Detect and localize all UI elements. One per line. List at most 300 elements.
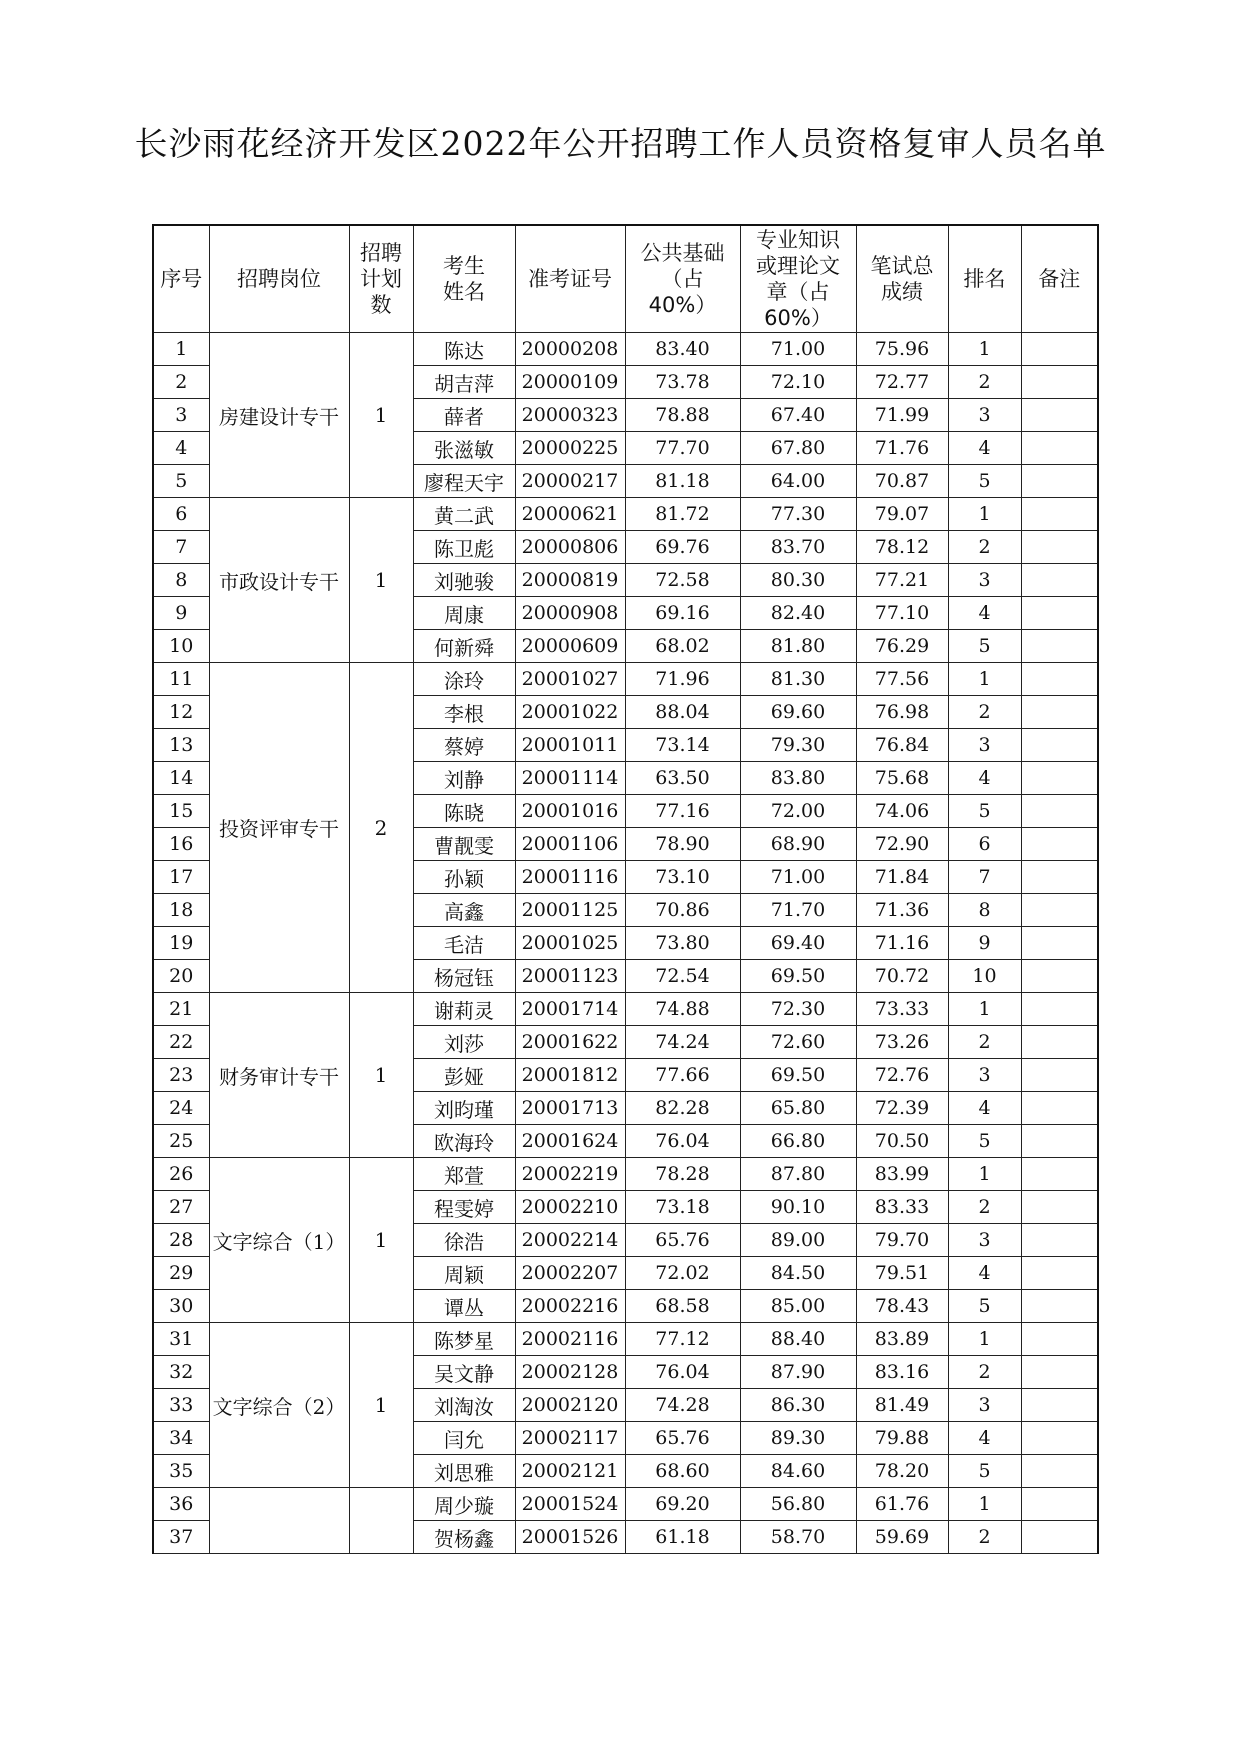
cell-total: 74.06 bbox=[856, 795, 948, 828]
cell-total: 78.12 bbox=[856, 531, 948, 564]
cell-public: 63.50 bbox=[625, 762, 740, 795]
cell-public: 72.02 bbox=[625, 1257, 740, 1290]
cell-ticket: 20000806 bbox=[515, 531, 625, 564]
cell-plan: 1 bbox=[349, 1158, 413, 1323]
table-header-row bbox=[153, 225, 1098, 333]
cell-index: 23 bbox=[153, 1059, 209, 1092]
cell-index: 8 bbox=[153, 564, 209, 597]
cell-ticket: 20001025 bbox=[515, 927, 625, 960]
cell-total: 76.98 bbox=[856, 696, 948, 729]
cell-professional: 72.00 bbox=[740, 795, 856, 828]
cell-post bbox=[209, 1488, 349, 1554]
cell-name: 陈卫彪 bbox=[413, 531, 515, 564]
cell-remark bbox=[1021, 333, 1098, 366]
table-row bbox=[153, 993, 1098, 1026]
cell-rank: 8 bbox=[948, 894, 1021, 927]
cell-rank: 5 bbox=[948, 1290, 1021, 1323]
cell-name: 谭丛 bbox=[413, 1290, 515, 1323]
cell-public: 73.78 bbox=[625, 366, 740, 399]
cell-public: 69.16 bbox=[625, 597, 740, 630]
cell-name: 吴文静 bbox=[413, 1356, 515, 1389]
cell-name: 刘莎 bbox=[413, 1026, 515, 1059]
cell-rank: 2 bbox=[948, 696, 1021, 729]
cell-ticket: 20000208 bbox=[515, 333, 625, 366]
cell-name: 杨冠钰 bbox=[413, 960, 515, 993]
cell-total: 77.56 bbox=[856, 663, 948, 696]
cell-name: 张滋敏 bbox=[413, 432, 515, 465]
cell-remark bbox=[1021, 696, 1098, 729]
cell-total: 83.89 bbox=[856, 1323, 948, 1356]
cell-professional: 69.50 bbox=[740, 960, 856, 993]
cell-ticket: 20002120 bbox=[515, 1389, 625, 1422]
cell-professional: 67.40 bbox=[740, 399, 856, 432]
cell-remark bbox=[1021, 630, 1098, 663]
cell-professional: 81.30 bbox=[740, 663, 856, 696]
header-name: 考生姓名 bbox=[413, 225, 515, 333]
cell-professional: 87.80 bbox=[740, 1158, 856, 1191]
cell-rank: 5 bbox=[948, 1455, 1021, 1488]
cell-public: 72.58 bbox=[625, 564, 740, 597]
cell-rank: 1 bbox=[948, 333, 1021, 366]
cell-ticket: 20000109 bbox=[515, 366, 625, 399]
cell-index: 18 bbox=[153, 894, 209, 927]
header-public: 公共基础（占40%） bbox=[625, 225, 740, 333]
cell-remark bbox=[1021, 597, 1098, 630]
cell-index: 27 bbox=[153, 1191, 209, 1224]
cell-ticket: 20001524 bbox=[515, 1488, 625, 1521]
cell-professional: 90.10 bbox=[740, 1191, 856, 1224]
cell-total: 72.77 bbox=[856, 366, 948, 399]
cell-public: 68.02 bbox=[625, 630, 740, 663]
header-total: 笔试总成绩 bbox=[856, 225, 948, 333]
cell-remark bbox=[1021, 1191, 1098, 1224]
cell-remark bbox=[1021, 1290, 1098, 1323]
cell-name: 刘昀瑾 bbox=[413, 1092, 515, 1125]
cell-index: 4 bbox=[153, 432, 209, 465]
cell-remark bbox=[1021, 663, 1098, 696]
cell-name: 闫允 bbox=[413, 1422, 515, 1455]
cell-total: 79.51 bbox=[856, 1257, 948, 1290]
cell-index: 2 bbox=[153, 366, 209, 399]
cell-name: 刘静 bbox=[413, 762, 515, 795]
cell-professional: 64.00 bbox=[740, 465, 856, 498]
cell-total: 77.10 bbox=[856, 597, 948, 630]
cell-total: 79.88 bbox=[856, 1422, 948, 1455]
cell-public: 68.60 bbox=[625, 1455, 740, 1488]
cell-post: 市政设计专干 bbox=[209, 498, 349, 663]
cell-ticket: 20001011 bbox=[515, 729, 625, 762]
cell-remark bbox=[1021, 894, 1098, 927]
cell-plan: 1 bbox=[349, 993, 413, 1158]
cell-remark bbox=[1021, 795, 1098, 828]
cell-rank: 7 bbox=[948, 861, 1021, 894]
cell-professional: 72.10 bbox=[740, 366, 856, 399]
header-remark: 备注 bbox=[1021, 225, 1098, 333]
cell-total: 78.43 bbox=[856, 1290, 948, 1323]
cell-remark bbox=[1021, 1323, 1098, 1356]
cell-index: 11 bbox=[153, 663, 209, 696]
cell-rank: 1 bbox=[948, 1158, 1021, 1191]
candidate-table bbox=[152, 224, 1099, 1554]
cell-total: 75.68 bbox=[856, 762, 948, 795]
cell-ticket: 20001116 bbox=[515, 861, 625, 894]
cell-plan: 1 bbox=[349, 1323, 413, 1488]
cell-public: 81.72 bbox=[625, 498, 740, 531]
cell-professional: 67.80 bbox=[740, 432, 856, 465]
cell-total: 70.72 bbox=[856, 960, 948, 993]
cell-ticket: 20001714 bbox=[515, 993, 625, 1026]
cell-total: 76.29 bbox=[856, 630, 948, 663]
cell-rank: 1 bbox=[948, 1323, 1021, 1356]
cell-index: 21 bbox=[153, 993, 209, 1026]
cell-remark bbox=[1021, 1389, 1098, 1422]
cell-rank: 5 bbox=[948, 630, 1021, 663]
cell-index: 29 bbox=[153, 1257, 209, 1290]
cell-name: 贺杨鑫 bbox=[413, 1521, 515, 1554]
cell-post: 文字综合（2） bbox=[209, 1323, 349, 1488]
header-plan: 招聘计划数 bbox=[349, 225, 413, 333]
cell-rank: 1 bbox=[948, 993, 1021, 1026]
cell-post: 投资评审专干 bbox=[209, 663, 349, 993]
cell-public: 68.58 bbox=[625, 1290, 740, 1323]
cell-total: 70.50 bbox=[856, 1125, 948, 1158]
cell-professional: 87.90 bbox=[740, 1356, 856, 1389]
cell-rank: 3 bbox=[948, 1224, 1021, 1257]
cell-name: 周少璇 bbox=[413, 1488, 515, 1521]
cell-index: 6 bbox=[153, 498, 209, 531]
table-row bbox=[153, 498, 1098, 531]
cell-rank: 3 bbox=[948, 1389, 1021, 1422]
cell-professional: 68.90 bbox=[740, 828, 856, 861]
cell-public: 77.16 bbox=[625, 795, 740, 828]
cell-index: 25 bbox=[153, 1125, 209, 1158]
cell-ticket: 20000621 bbox=[515, 498, 625, 531]
cell-ticket: 20001526 bbox=[515, 1521, 625, 1554]
cell-professional: 83.70 bbox=[740, 531, 856, 564]
cell-remark bbox=[1021, 1158, 1098, 1191]
cell-ticket: 20001027 bbox=[515, 663, 625, 696]
cell-rank: 1 bbox=[948, 498, 1021, 531]
cell-total: 77.21 bbox=[856, 564, 948, 597]
cell-public: 74.28 bbox=[625, 1389, 740, 1422]
cell-total: 76.84 bbox=[856, 729, 948, 762]
cell-professional: 84.50 bbox=[740, 1257, 856, 1290]
cell-rank: 2 bbox=[948, 1191, 1021, 1224]
cell-total: 79.07 bbox=[856, 498, 948, 531]
cell-plan: 1 bbox=[349, 333, 413, 498]
cell-name: 黄二武 bbox=[413, 498, 515, 531]
cell-public: 88.04 bbox=[625, 696, 740, 729]
cell-public: 74.24 bbox=[625, 1026, 740, 1059]
cell-public: 78.88 bbox=[625, 399, 740, 432]
cell-ticket: 20000908 bbox=[515, 597, 625, 630]
cell-remark bbox=[1021, 498, 1098, 531]
cell-total: 71.36 bbox=[856, 894, 948, 927]
cell-rank: 4 bbox=[948, 1422, 1021, 1455]
cell-rank: 4 bbox=[948, 597, 1021, 630]
cell-name: 欧海玲 bbox=[413, 1125, 515, 1158]
cell-ticket: 20001624 bbox=[515, 1125, 625, 1158]
cell-public: 73.80 bbox=[625, 927, 740, 960]
cell-professional: 69.50 bbox=[740, 1059, 856, 1092]
cell-index: 20 bbox=[153, 960, 209, 993]
cell-index: 10 bbox=[153, 630, 209, 663]
cell-remark bbox=[1021, 399, 1098, 432]
cell-index: 36 bbox=[153, 1488, 209, 1521]
cell-professional: 85.00 bbox=[740, 1290, 856, 1323]
cell-ticket: 20002216 bbox=[515, 1290, 625, 1323]
cell-index: 3 bbox=[153, 399, 209, 432]
cell-name: 高鑫 bbox=[413, 894, 515, 927]
cell-index: 34 bbox=[153, 1422, 209, 1455]
cell-professional: 72.30 bbox=[740, 993, 856, 1026]
cell-public: 77.70 bbox=[625, 432, 740, 465]
cell-professional: 65.80 bbox=[740, 1092, 856, 1125]
cell-professional: 80.30 bbox=[740, 564, 856, 597]
cell-remark bbox=[1021, 1356, 1098, 1389]
cell-rank: 2 bbox=[948, 1356, 1021, 1389]
cell-rank: 10 bbox=[948, 960, 1021, 993]
cell-ticket: 20002128 bbox=[515, 1356, 625, 1389]
cell-index: 13 bbox=[153, 729, 209, 762]
cell-professional: 69.60 bbox=[740, 696, 856, 729]
cell-ticket: 20000217 bbox=[515, 465, 625, 498]
cell-rank: 3 bbox=[948, 399, 1021, 432]
cell-ticket: 20002210 bbox=[515, 1191, 625, 1224]
cell-name: 蔡婷 bbox=[413, 729, 515, 762]
cell-public: 69.20 bbox=[625, 1488, 740, 1521]
cell-public: 61.18 bbox=[625, 1521, 740, 1554]
cell-professional: 89.00 bbox=[740, 1224, 856, 1257]
table-body bbox=[153, 333, 1098, 1554]
cell-remark bbox=[1021, 1125, 1098, 1158]
cell-index: 30 bbox=[153, 1290, 209, 1323]
cell-rank: 3 bbox=[948, 1059, 1021, 1092]
cell-professional: 58.70 bbox=[740, 1521, 856, 1554]
cell-professional: 71.70 bbox=[740, 894, 856, 927]
cell-public: 70.86 bbox=[625, 894, 740, 927]
cell-index: 28 bbox=[153, 1224, 209, 1257]
cell-rank: 1 bbox=[948, 1488, 1021, 1521]
cell-rank: 2 bbox=[948, 366, 1021, 399]
cell-name: 毛洁 bbox=[413, 927, 515, 960]
table-row bbox=[153, 1488, 1098, 1521]
cell-total: 83.99 bbox=[856, 1158, 948, 1191]
cell-rank: 5 bbox=[948, 1125, 1021, 1158]
cell-index: 19 bbox=[153, 927, 209, 960]
cell-public: 71.96 bbox=[625, 663, 740, 696]
cell-index: 35 bbox=[153, 1455, 209, 1488]
cell-public: 74.88 bbox=[625, 993, 740, 1026]
cell-name: 廖程天宇 bbox=[413, 465, 515, 498]
cell-professional: 81.80 bbox=[740, 630, 856, 663]
cell-ticket: 20000323 bbox=[515, 399, 625, 432]
cell-index: 32 bbox=[153, 1356, 209, 1389]
cell-rank: 4 bbox=[948, 432, 1021, 465]
cell-professional: 88.40 bbox=[740, 1323, 856, 1356]
cell-professional: 77.30 bbox=[740, 498, 856, 531]
cell-public: 77.66 bbox=[625, 1059, 740, 1092]
cell-ticket: 20001016 bbox=[515, 795, 625, 828]
cell-public: 82.28 bbox=[625, 1092, 740, 1125]
cell-public: 77.12 bbox=[625, 1323, 740, 1356]
table-row bbox=[153, 1323, 1098, 1356]
cell-name: 陈梦星 bbox=[413, 1323, 515, 1356]
cell-index: 12 bbox=[153, 696, 209, 729]
cell-remark bbox=[1021, 762, 1098, 795]
cell-remark bbox=[1021, 1257, 1098, 1290]
cell-plan bbox=[349, 1488, 413, 1554]
cell-total: 83.33 bbox=[856, 1191, 948, 1224]
cell-total: 71.84 bbox=[856, 861, 948, 894]
cell-professional: 72.60 bbox=[740, 1026, 856, 1059]
cell-index: 9 bbox=[153, 597, 209, 630]
cell-rank: 3 bbox=[948, 564, 1021, 597]
cell-professional: 71.00 bbox=[740, 861, 856, 894]
cell-public: 65.76 bbox=[625, 1422, 740, 1455]
cell-public: 73.10 bbox=[625, 861, 740, 894]
cell-index: 17 bbox=[153, 861, 209, 894]
cell-plan: 2 bbox=[349, 663, 413, 993]
cell-rank: 4 bbox=[948, 762, 1021, 795]
cell-index: 37 bbox=[153, 1521, 209, 1554]
cell-rank: 4 bbox=[948, 1092, 1021, 1125]
cell-remark bbox=[1021, 564, 1098, 597]
cell-ticket: 20002214 bbox=[515, 1224, 625, 1257]
cell-remark bbox=[1021, 960, 1098, 993]
cell-ticket: 20001106 bbox=[515, 828, 625, 861]
cell-professional: 69.40 bbox=[740, 927, 856, 960]
cell-professional: 84.60 bbox=[740, 1455, 856, 1488]
cell-name: 周颖 bbox=[413, 1257, 515, 1290]
cell-professional: 89.30 bbox=[740, 1422, 856, 1455]
cell-name: 程雯婷 bbox=[413, 1191, 515, 1224]
cell-index: 26 bbox=[153, 1158, 209, 1191]
cell-remark bbox=[1021, 1488, 1098, 1521]
cell-ticket: 20002117 bbox=[515, 1422, 625, 1455]
page-title: 长沙雨花经济开发区2022年公开招聘工作人员资格复审人员名单 bbox=[134, 124, 1107, 163]
cell-public: 78.90 bbox=[625, 828, 740, 861]
cell-public: 81.18 bbox=[625, 465, 740, 498]
cell-total: 71.16 bbox=[856, 927, 948, 960]
cell-public: 65.76 bbox=[625, 1224, 740, 1257]
header-professional: 专业知识或理论文章（占60%） bbox=[740, 225, 856, 333]
table-row bbox=[153, 663, 1098, 696]
cell-name: 陈达 bbox=[413, 333, 515, 366]
cell-index: 24 bbox=[153, 1092, 209, 1125]
cell-name: 陈晓 bbox=[413, 795, 515, 828]
cell-ticket: 20001022 bbox=[515, 696, 625, 729]
cell-ticket: 20001125 bbox=[515, 894, 625, 927]
cell-total: 71.99 bbox=[856, 399, 948, 432]
cell-rank: 6 bbox=[948, 828, 1021, 861]
cell-index: 7 bbox=[153, 531, 209, 564]
header-rank: 排名 bbox=[948, 225, 1021, 333]
cell-remark bbox=[1021, 531, 1098, 564]
cell-name: 谢莉灵 bbox=[413, 993, 515, 1026]
cell-public: 83.40 bbox=[625, 333, 740, 366]
cell-rank: 5 bbox=[948, 465, 1021, 498]
cell-professional: 56.80 bbox=[740, 1488, 856, 1521]
cell-rank: 5 bbox=[948, 795, 1021, 828]
cell-name: 曹靓雯 bbox=[413, 828, 515, 861]
cell-professional: 83.80 bbox=[740, 762, 856, 795]
cell-remark bbox=[1021, 1059, 1098, 1092]
cell-professional: 82.40 bbox=[740, 597, 856, 630]
cell-name: 涂玲 bbox=[413, 663, 515, 696]
cell-public: 69.76 bbox=[625, 531, 740, 564]
table-row bbox=[153, 1158, 1098, 1191]
cell-ticket: 20002219 bbox=[515, 1158, 625, 1191]
cell-remark bbox=[1021, 1455, 1098, 1488]
cell-remark bbox=[1021, 729, 1098, 762]
cell-index: 14 bbox=[153, 762, 209, 795]
cell-name: 何新舜 bbox=[413, 630, 515, 663]
cell-ticket: 20001713 bbox=[515, 1092, 625, 1125]
cell-ticket: 20002207 bbox=[515, 1257, 625, 1290]
cell-total: 70.87 bbox=[856, 465, 948, 498]
cell-total: 75.96 bbox=[856, 333, 948, 366]
cell-ticket: 20000225 bbox=[515, 432, 625, 465]
cell-remark bbox=[1021, 1521, 1098, 1554]
cell-post: 房建设计专干 bbox=[209, 333, 349, 498]
cell-ticket: 20002116 bbox=[515, 1323, 625, 1356]
cell-remark bbox=[1021, 993, 1098, 1026]
cell-professional: 71.00 bbox=[740, 333, 856, 366]
header-ticket: 准考证号 bbox=[515, 225, 625, 333]
cell-index: 5 bbox=[153, 465, 209, 498]
cell-public: 76.04 bbox=[625, 1356, 740, 1389]
cell-remark bbox=[1021, 861, 1098, 894]
cell-rank: 2 bbox=[948, 531, 1021, 564]
cell-name: 胡吉萍 bbox=[413, 366, 515, 399]
header-post: 招聘岗位 bbox=[209, 225, 349, 333]
cell-name: 彭娅 bbox=[413, 1059, 515, 1092]
cell-total: 83.16 bbox=[856, 1356, 948, 1389]
cell-ticket: 20001622 bbox=[515, 1026, 625, 1059]
cell-rank: 1 bbox=[948, 663, 1021, 696]
cell-remark bbox=[1021, 366, 1098, 399]
cell-public: 76.04 bbox=[625, 1125, 740, 1158]
cell-name: 刘思雅 bbox=[413, 1455, 515, 1488]
cell-name: 郑萱 bbox=[413, 1158, 515, 1191]
cell-remark bbox=[1021, 465, 1098, 498]
cell-total: 73.26 bbox=[856, 1026, 948, 1059]
cell-total: 72.90 bbox=[856, 828, 948, 861]
cell-index: 22 bbox=[153, 1026, 209, 1059]
cell-plan: 1 bbox=[349, 498, 413, 663]
cell-ticket: 20001114 bbox=[515, 762, 625, 795]
cell-remark bbox=[1021, 1026, 1098, 1059]
cell-name: 刘淘汝 bbox=[413, 1389, 515, 1422]
cell-rank: 4 bbox=[948, 1257, 1021, 1290]
cell-remark bbox=[1021, 927, 1098, 960]
cell-rank: 9 bbox=[948, 927, 1021, 960]
cell-name: 薛者 bbox=[413, 399, 515, 432]
cell-professional: 66.80 bbox=[740, 1125, 856, 1158]
cell-ticket: 20001812 bbox=[515, 1059, 625, 1092]
cell-name: 刘驰骏 bbox=[413, 564, 515, 597]
cell-ticket: 20000609 bbox=[515, 630, 625, 663]
cell-remark bbox=[1021, 1224, 1098, 1257]
cell-remark bbox=[1021, 1092, 1098, 1125]
cell-index: 31 bbox=[153, 1323, 209, 1356]
cell-total: 61.76 bbox=[856, 1488, 948, 1521]
cell-total: 72.76 bbox=[856, 1059, 948, 1092]
cell-ticket: 20000819 bbox=[515, 564, 625, 597]
table-row bbox=[153, 333, 1098, 366]
cell-name: 孙颖 bbox=[413, 861, 515, 894]
